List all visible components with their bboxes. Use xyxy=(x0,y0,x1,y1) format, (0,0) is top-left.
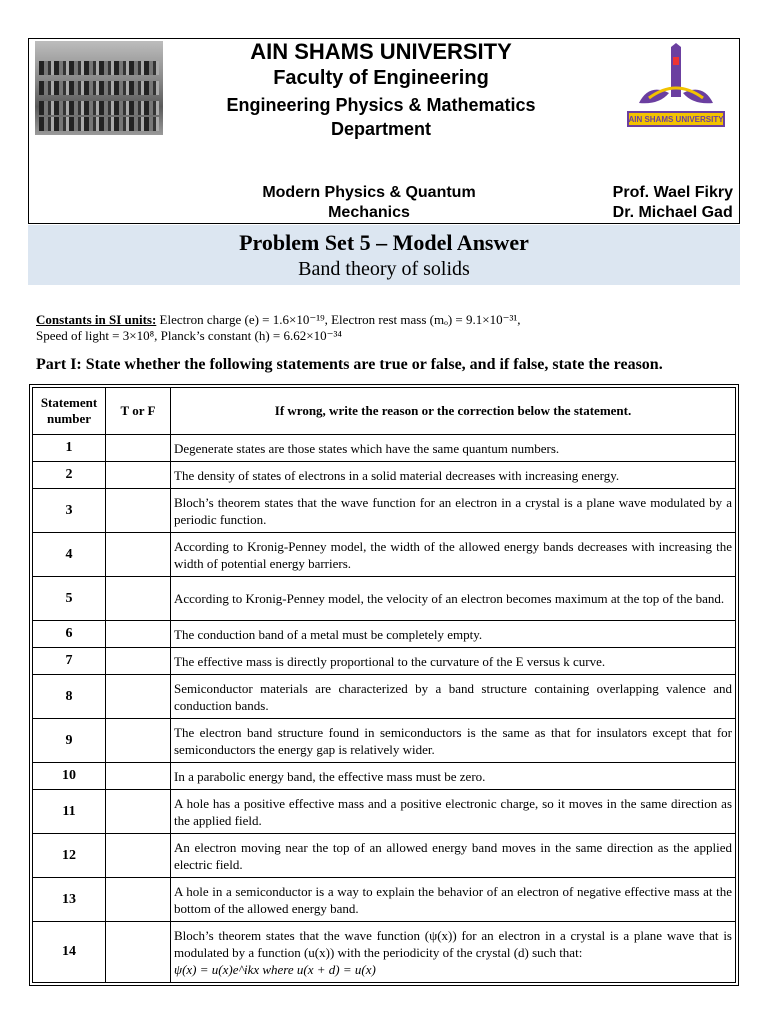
statement-text: According to Kronig-Penney model, the velocity of an electron becomes maximum at the top of the band. xyxy=(171,577,736,621)
prof-1: Prof. Wael Fikry xyxy=(612,184,733,201)
header-reason: If wrong, write the reason or the correction below the statement. xyxy=(171,388,736,435)
statement-text: An electron moving near the top of an allowed energy band moves in the same direction as the applied electric field. xyxy=(171,834,736,878)
statement-number: 1 xyxy=(33,435,106,462)
answer-cell[interactable] xyxy=(106,648,171,675)
answer-cell[interactable] xyxy=(106,577,171,621)
table-row xyxy=(33,577,736,621)
constants xyxy=(36,312,736,344)
university-name: AIN SHAMS UNIVERSITY xyxy=(250,39,512,64)
statement-number: 8 xyxy=(33,675,106,719)
prof-2: Dr. Michael Gad xyxy=(612,204,733,221)
table-row xyxy=(33,790,736,834)
answer-cell[interactable] xyxy=(106,675,171,719)
header-box xyxy=(28,38,740,224)
statement-text: The density of states of electrons in a solid material decreases with increasing energy. xyxy=(171,462,736,489)
answer-cell[interactable] xyxy=(106,489,171,533)
statement-text-14 xyxy=(171,922,736,983)
answer-cell[interactable] xyxy=(106,790,171,834)
answer-cell[interactable] xyxy=(106,834,171,878)
constants-label: Constants in SI units: xyxy=(36,312,157,327)
statements-table-frame xyxy=(29,384,739,986)
header-t-or-f: T or F xyxy=(106,388,171,435)
statement-number: 5 xyxy=(33,577,106,621)
table-row xyxy=(33,621,736,648)
statement-number: 9 xyxy=(33,719,106,763)
statement-text: A hole in a semiconductor is a way to explain the behavior of an electron of negative effective mass at the bottom of the allowed energy band. xyxy=(171,878,736,922)
part-heading: Part I: State whether the following statements are true or false, and if false, state the reason. xyxy=(36,356,663,373)
statement-number: 11 xyxy=(33,790,106,834)
statement-number: 6 xyxy=(33,621,106,648)
table-row xyxy=(33,435,736,462)
statements-table xyxy=(32,387,736,983)
table-row xyxy=(33,878,736,922)
answer-cell[interactable] xyxy=(106,435,171,462)
logo-text: AIN SHAMS UNIVERSITY xyxy=(628,115,724,124)
header-statement-number: Statement number xyxy=(33,388,106,435)
answer-cell[interactable] xyxy=(106,621,171,648)
statement-number: 12 xyxy=(33,834,106,878)
statement-text: Semiconductor materials are characterized by a band structure containing overlapping valence and conduction bands. xyxy=(171,675,736,719)
constants-line2: Speed of light = 3×10⁸, Planck’s constant (h) = 6.62×10⁻³⁴ xyxy=(36,328,342,343)
statement-text: In a parabolic energy band, the effective mass must be zero. xyxy=(171,763,736,790)
statement-text: Bloch’s theorem states that the wave function (ψ(x)) for an electron in a crystal is a plane wave that is modulated by a function (u(x)) with the periodicity of the crystal (d) such that: xyxy=(174,927,732,960)
answer-cell[interactable] xyxy=(106,922,171,983)
answer-cell[interactable] xyxy=(106,763,171,790)
table-row xyxy=(33,763,736,790)
statement-text: The conduction band of a metal must be completely empty. xyxy=(171,621,736,648)
course-name xyxy=(239,183,499,223)
statement-text: A hole has a positive effective mass and a positive electronic charge, so it moves in the same direction as the applied field. xyxy=(171,790,736,834)
answer-cell[interactable] xyxy=(106,878,171,922)
table-row xyxy=(33,462,736,489)
statement-number: 13 xyxy=(33,878,106,922)
department-line2: Department xyxy=(330,119,432,139)
course-line1: Modern Physics & Quantum xyxy=(262,184,476,201)
statement-text: The electron band structure found in semiconductors is the same as that for insulators except that for semiconductors the energy gap is relatively wider. xyxy=(171,719,736,763)
bloch-formula: ψ(x) = u(x)e^ikx where u(x + d) = u(x) xyxy=(174,961,376,977)
page-subtitle: Band theory of solids xyxy=(298,258,470,280)
statement-number: 14 xyxy=(33,922,106,983)
title-band xyxy=(28,225,740,285)
table-row xyxy=(33,719,736,763)
table-row xyxy=(33,533,736,577)
page-title: Problem Set 5 – Model Answer xyxy=(239,230,529,255)
answer-cell[interactable] xyxy=(106,533,171,577)
solvay-conference-photo xyxy=(35,41,163,135)
course-line2: Mechanics xyxy=(328,204,410,221)
university-logo xyxy=(619,43,733,133)
table-row xyxy=(33,834,736,878)
instructors xyxy=(613,183,733,223)
statement-number: 2 xyxy=(33,462,106,489)
statement-text: According to Kronig-Penney model, the width of the allowed energy bands decreases with increasing the width of potential energy barriers. xyxy=(171,533,736,577)
faculty-name: Faculty of Engineering xyxy=(273,67,489,89)
statement-text: Degenerate states are those states which have the same quantum numbers. xyxy=(171,435,736,462)
statement-text: The effective mass is directly proportional to the curvature of the E versus k curve. xyxy=(171,648,736,675)
table-row xyxy=(33,489,736,533)
statement-number: 3 xyxy=(33,489,106,533)
answer-cell[interactable] xyxy=(106,462,171,489)
statement-number: 10 xyxy=(33,763,106,790)
statement-number: 7 xyxy=(33,648,106,675)
table-row xyxy=(33,922,736,983)
answer-cell[interactable] xyxy=(106,719,171,763)
table-row xyxy=(33,648,736,675)
constants-line1: Electron charge (e) = 1.6×10⁻¹⁹, Electron rest mass (mₒ) = 9.1×10⁻³¹, xyxy=(159,312,521,327)
department-line1: Engineering Physics & Mathematics xyxy=(226,95,536,115)
table-row xyxy=(33,675,736,719)
statement-text: Bloch’s theorem states that the wave function for an electron in a crystal is a plane wave modulated by a periodic function. xyxy=(171,489,736,533)
statement-number: 4 xyxy=(33,533,106,577)
